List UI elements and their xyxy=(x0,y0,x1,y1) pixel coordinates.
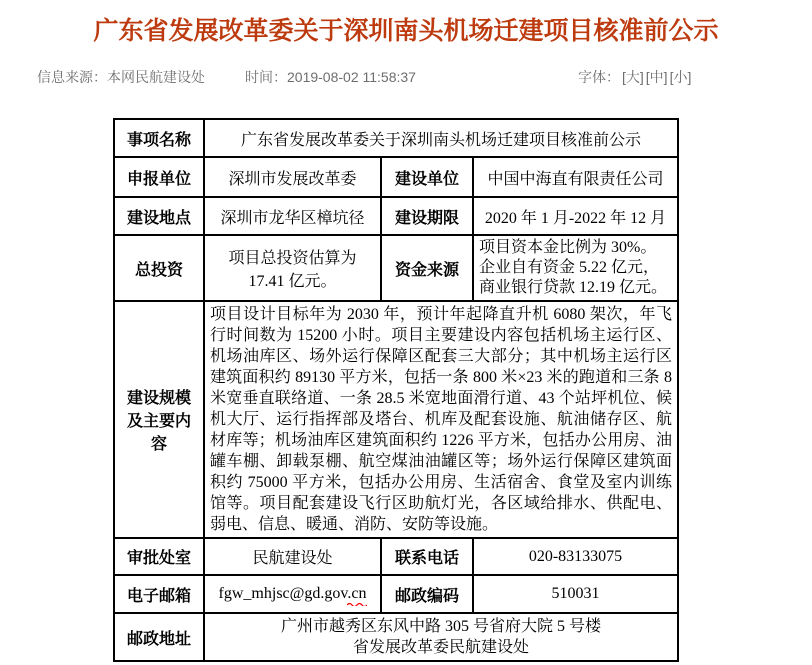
table-row-address xyxy=(114,613,678,661)
postal-code-value: 510031 xyxy=(473,575,678,613)
scale-label: 建设规模及主要内容 xyxy=(114,301,204,538)
declaring-unit-label: 申报单位 xyxy=(114,157,204,197)
email-cell xyxy=(204,575,381,613)
font-size-control xyxy=(578,67,691,87)
table-row-office xyxy=(114,538,678,575)
item-name-label: 事项名称 xyxy=(114,119,204,157)
construction-site-value: 深圳市龙华区樟坑径 xyxy=(204,197,381,235)
table-row-item-name xyxy=(114,119,678,157)
postal-address-line2: 省发展改革委民航建设处 xyxy=(353,639,530,656)
spellcheck-wavy-underline-icon xyxy=(347,602,367,606)
font-size-large-button[interactable]: [大] xyxy=(622,69,644,85)
font-size-caption: 字体： xyxy=(578,69,620,85)
contact-phone-label: 联系电话 xyxy=(381,538,473,575)
approval-office-label: 审批处室 xyxy=(114,538,204,575)
table-row-scale xyxy=(114,301,678,538)
meta-bar xyxy=(0,58,812,92)
info-source-label: 信息来源：本网民航建设处 xyxy=(37,69,205,85)
contact-phone-value: 020-83133075 xyxy=(473,538,678,575)
email-value: fgw_mhjsc@gd.gov.cn xyxy=(218,585,367,602)
total-investment-label: 总投资 xyxy=(114,235,204,301)
scale-description: 项目设计目标年为 2030 年，预计年起降直升机 6080 架次，年飞行时间数为 15200 小时。项目主要建设内容包括机场主运行区、机场油库区、场外运行保障区配套三大部分；其中机场主运行区建筑面积约 89130 平方米，包括一条 800 米×23 米的跑道和三条 8 米宽垂直联络道、一条 28.5 米宽地面滑行道、43 个站坪机位、候机大厅、运行指挥部及塔台、机库及配套设施、航油储存区、航材库等；机场油库区建筑面积约 1226 平方米，包括办公用房、油罐车棚、卸载泵棚、航空煤油油罐区等；场外运行保障区建筑面积约 75000 平方米，包括办公用房、生活宿舍、食堂及室内训练馆等。项目配套建设飞行区助航灯光，各区域给排水、供配电、弱电、信息、暖通、消防、安防等设施。 xyxy=(204,301,678,538)
total-investment-value: 项目总投资估算为 17.41 亿元。 xyxy=(204,235,381,301)
construction-site-label: 建设地点 xyxy=(114,197,204,235)
table-row-contact xyxy=(114,575,678,613)
postal-address-line1: 广州市越秀区东风中路 305 号省府大院 5 号楼 xyxy=(281,618,602,635)
construction-unit-label: 建设单位 xyxy=(381,157,473,197)
font-size-medium-button[interactable]: [中] xyxy=(645,69,668,85)
declaring-unit-value: 深圳市发展改革委 xyxy=(204,157,381,197)
table-row-investment xyxy=(114,235,678,301)
item-name-value: 广东省发展改革委关于深圳南头机场迁建项目核准前公示 xyxy=(204,119,678,157)
funding-source-value: 项目资本金比例为 30%。企业自有资金 5.22 亿元，商业银行贷款 12.19 亿元。 xyxy=(473,235,678,301)
font-size-small-button[interactable]: [小] xyxy=(669,69,692,85)
construction-period-label: 建设期限 xyxy=(381,197,473,235)
publish-time-label: 时间：2019-08-02 11:58:37 xyxy=(245,69,416,85)
page-title: 广东省发展改革委关于深圳南头机场迁建项目核准前公示 xyxy=(93,17,719,45)
table-row-location xyxy=(114,197,678,235)
postal-code-label: 邮政编码 xyxy=(381,575,473,613)
postal-address-cell xyxy=(204,613,678,661)
announcement-table xyxy=(113,118,679,662)
construction-period-value: 2020 年 1 月-2022 年 12 月 xyxy=(473,197,678,235)
approval-office-value: 民航建设处 xyxy=(204,538,381,575)
postal-address-label: 邮政地址 xyxy=(114,613,204,661)
email-label: 电子邮箱 xyxy=(114,575,204,613)
construction-unit-value: 中国中海直有限责任公司 xyxy=(473,157,678,197)
table-row-units xyxy=(114,157,678,197)
funding-source-label: 资金来源 xyxy=(381,235,473,301)
